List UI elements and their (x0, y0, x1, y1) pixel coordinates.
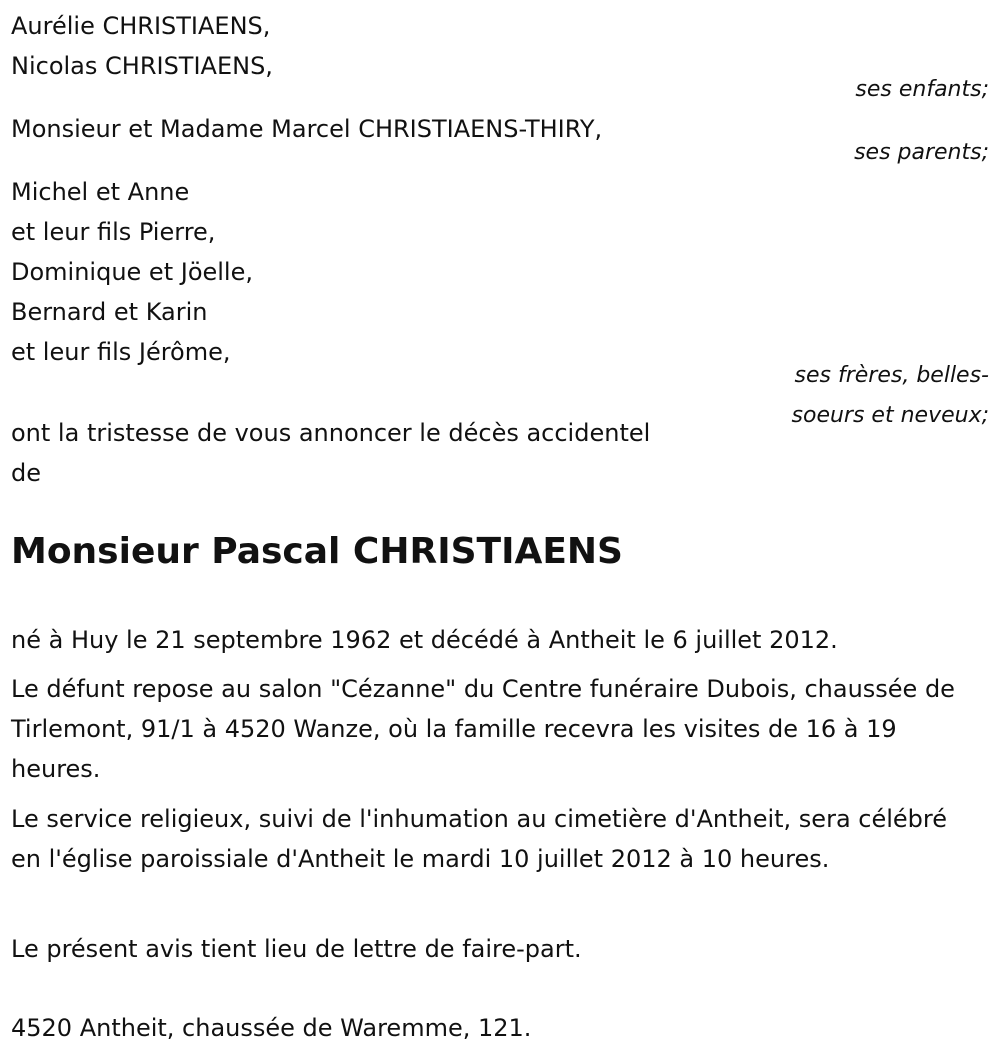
service-paragraph: Le service religieux, suivi de l'inhumation au cimetière d'Antheit, sera célébré en l'église paroissiale d'Antheit le mardi 10 juillet 2012 à 10 heures. (11, 805, 948, 873)
sibling-line-1: Michel et Anne (11, 178, 190, 206)
announcement-line-2: de (11, 459, 41, 487)
sibling-line-2: et leur fils Pierre, (11, 218, 216, 246)
announcement-line-1: ont la tristesse de vous annoncer le décès accidentel (11, 419, 651, 447)
notice-paragraph: Le présent avis tient lieu de lettre de faire-part. (11, 935, 582, 963)
sibling-line-5: et leur fils Jérôme, (11, 338, 231, 366)
role-siblings-line-1: ses frères, belles- (794, 363, 989, 388)
birth-death-paragraph: né à Huy le 21 septembre 1962 et décédé à Antheit le 6 juillet 2012. (11, 626, 838, 654)
role-siblings-line-2: soeurs et neveux; (791, 403, 989, 428)
parents-name: Monsieur et Madame Marcel CHRISTIAENS-THIRY, (11, 115, 603, 143)
sibling-line-4: Bernard et Karin (11, 298, 208, 326)
child-name-1: Aurélie CHRISTIAENS, (11, 12, 271, 40)
sibling-line-3: Dominique et Jöelle, (11, 258, 253, 286)
role-parents: ses parents; (854, 140, 989, 165)
repose-paragraph: Le défunt repose au salon "Cézanne" du Centre funéraire Dubois, chaussée de Tirlemont, 91/1 à 4520 Wanze, où la famille recevra les visites de 16 à 19 heures. (11, 675, 955, 783)
child-name-2: Nicolas CHRISTIAENS, (11, 52, 273, 80)
role-children: ses enfants; (855, 77, 989, 102)
address-paragraph: 4520 Antheit, chaussée de Waremme, 121. (11, 1014, 532, 1042)
deceased-name: Monsieur Pascal CHRISTIAENS (11, 531, 623, 572)
